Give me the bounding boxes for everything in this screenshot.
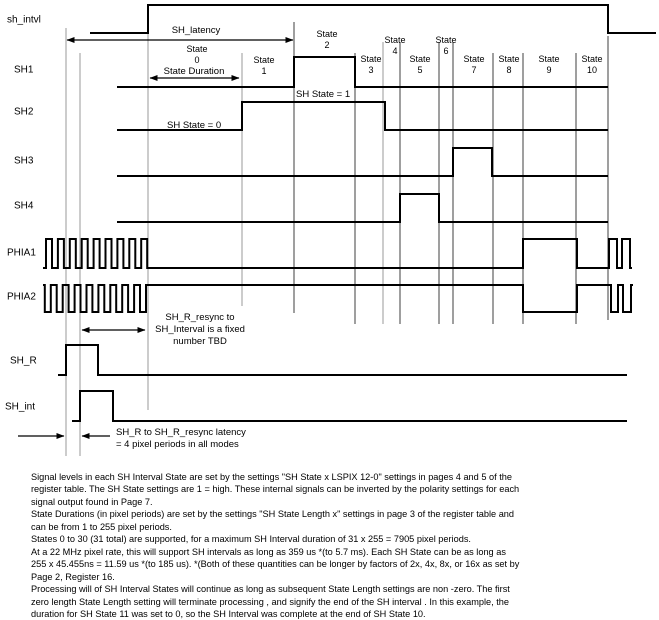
state-label-8 — [498, 54, 519, 75]
state-label-7 — [463, 54, 484, 75]
state-number: 1 — [261, 65, 267, 76]
signal-label-sh4: SH4 — [14, 200, 34, 212]
note-line: duration for SH State 11 was set to 0, so the SH Interval was complete at the end of SH State 10. — [31, 608, 426, 619]
note-line: register table. The SH State settings are 1 = high. These internal signals can be inverted by the polarity settings for each — [31, 484, 520, 495]
sh-state-0-label-line: SH State = 0 — [167, 120, 222, 131]
note-line: zero length State Length setting will terminate processing , and signify the end of the SH interval . In this example, the — [31, 596, 510, 607]
sh-latency-label-line: SH_latency — [171, 25, 221, 36]
state-number: 10 — [586, 64, 598, 75]
signal-label-sh3: SH3 — [14, 155, 34, 167]
state-number: 2 — [324, 39, 330, 50]
notes-text — [31, 471, 519, 620]
state-label-6 — [435, 35, 456, 56]
state-label-2 — [316, 29, 337, 50]
signal-label-sh-intvl: sh_intvl — [7, 14, 41, 26]
state-number: 4 — [392, 45, 398, 56]
sh-state-1-label-line: SH State = 1 — [296, 89, 351, 100]
state-word: State — [253, 55, 275, 65]
note-line: 255 x 45.455ns = 11.59 us *(to 185 us). *(Both of these quantities can be longer by factors of 2x, 4x, 8x, or 16x as set by — [31, 559, 520, 570]
signal-label-sh2: SH2 — [14, 106, 34, 118]
state-number: 8 — [506, 64, 512, 75]
sh-state-1-label — [296, 89, 350, 101]
signal-label-phia1: PHIA1 — [7, 247, 36, 259]
state-label-3 — [360, 54, 381, 75]
state-label-0 — [186, 44, 207, 65]
trace-sh_r — [58, 345, 627, 375]
note-line: States 0 to 30 (31 total) are supported, for a maximum SH Interval duration of 31 x 255 = 7905 pixel periods. — [31, 534, 471, 545]
state-duration-label — [164, 66, 225, 78]
state-word: State — [538, 54, 560, 64]
state-word: State — [463, 54, 485, 64]
note-line: Signal levels in each SH Interval State are set by the settings "SH State x LSPIX 12-0" settings in pages 4 and 5 of the — [31, 472, 512, 482]
state-word: State — [384, 35, 406, 45]
latency-note — [116, 427, 246, 451]
sh-latency-label — [172, 25, 221, 37]
state-label-10 — [581, 54, 602, 75]
state-duration-label-line: State Duration — [163, 66, 225, 77]
state-word: State — [498, 54, 520, 64]
state-number: 7 — [471, 64, 477, 75]
state-number: 0 — [194, 54, 200, 65]
state-word: State — [360, 54, 382, 64]
state-word: State — [581, 54, 603, 64]
state-label-9 — [538, 54, 559, 75]
note-line: Processing will of SH Interval States will continue as long as subsequent State Length settings are non -zero. The first — [31, 584, 510, 595]
state-number: 5 — [417, 64, 423, 75]
note-line: At a 22 MHz pixel rate, this will support SH intervals as long as 359 us *(to 5.7 ms). Each SH State can be as long as — [31, 546, 506, 557]
signal-label-sh-r: SH_R — [10, 355, 37, 367]
state-word: State — [186, 44, 208, 54]
resync-note-line: SH_R_resync to — [165, 312, 235, 323]
trace-phia2 — [43, 285, 633, 312]
latency-note-line: SH_R to SH_R_resync latency — [116, 427, 246, 438]
sh-state-0-label — [167, 120, 221, 132]
state-number: 9 — [546, 64, 552, 75]
state-number: 6 — [443, 45, 449, 56]
state-number: 3 — [368, 64, 374, 75]
resync-note-line: SH_Interval is a fixed — [155, 324, 245, 335]
trace-sh3 — [117, 148, 608, 176]
state-label-1 — [253, 55, 274, 76]
signal-label-phia2: PHIA2 — [7, 291, 36, 303]
state-label-4 — [384, 35, 405, 56]
resync-note — [155, 312, 245, 348]
latency-note-line: = 4 pixel periods in all modes — [116, 439, 239, 450]
resync-note-line: number TBD — [173, 336, 227, 347]
trace-sh4 — [117, 194, 608, 222]
note-line: signal output found in Page 7. — [31, 496, 153, 507]
note-line: can be from 1 to 255 pixel periods. — [31, 521, 172, 532]
state-word: State — [409, 54, 431, 64]
signal-traces — [43, 5, 656, 421]
note-line: Page 2, Register 16. — [31, 571, 115, 582]
state-word: State — [316, 29, 338, 39]
trace-sh_int — [72, 391, 627, 421]
state-label-5 — [409, 54, 430, 75]
signal-label-sh1: SH1 — [14, 64, 34, 76]
state-word: State — [435, 35, 457, 45]
signal-label-sh-int: SH_int — [5, 401, 36, 413]
note-line: State Durations (in pixel periods) are set by the settings "SH State Length x" settings in page 3 of the register table and — [31, 509, 515, 520]
trace-phia1 — [43, 239, 632, 268]
